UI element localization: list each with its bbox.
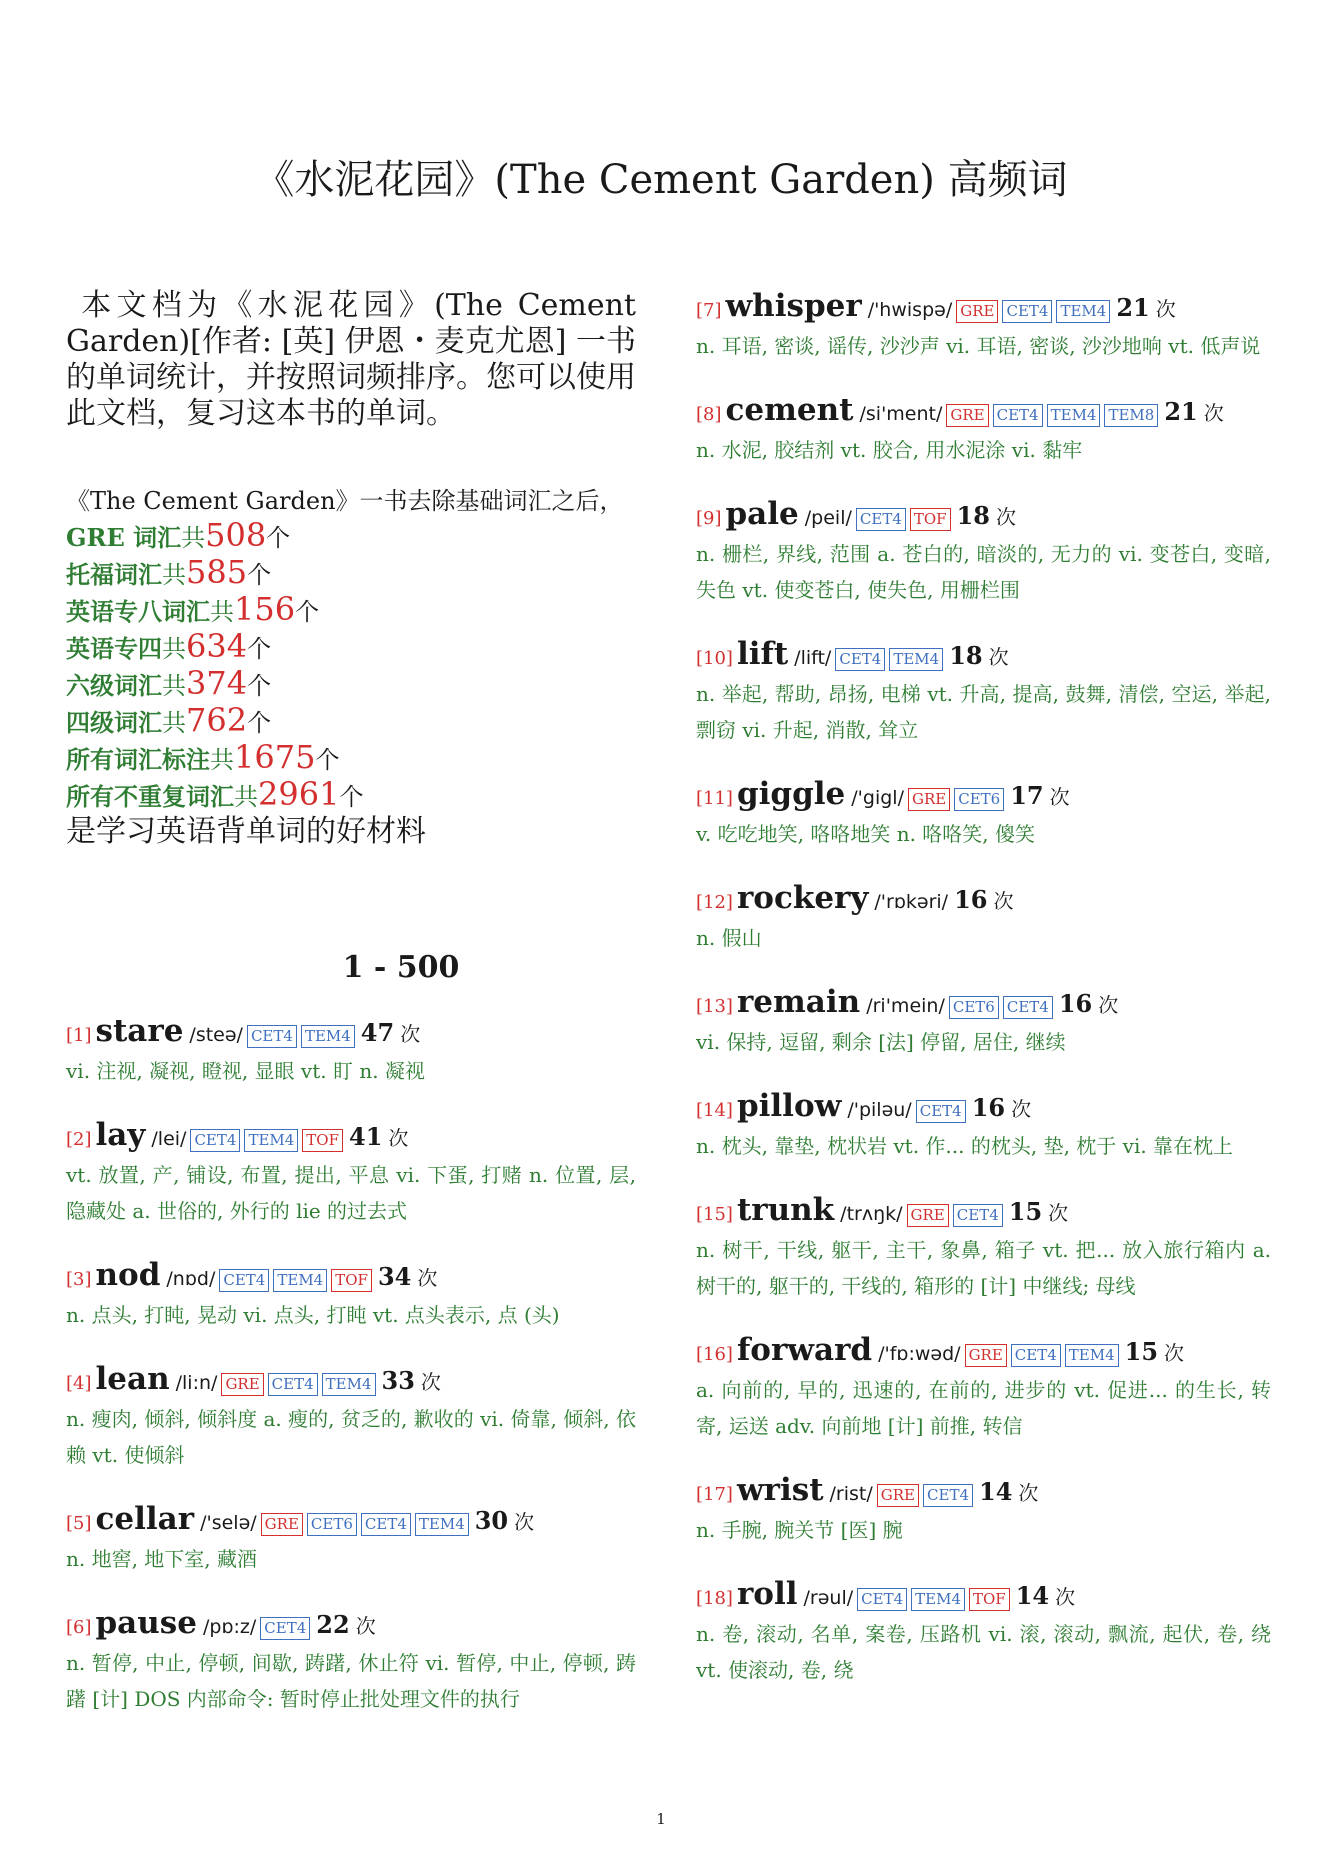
stats-label-suffix: 共 [162,561,186,589]
stats-line [66,555,636,592]
stats-line [66,518,636,555]
entry-word: pale [725,496,799,532]
word-entry [696,1192,1271,1304]
stats-label-suffix: 共 [162,672,186,700]
entry-word: cement [725,392,854,428]
tag-cet6: CET6 [949,996,999,1019]
tag-tem4: TEM4 [889,648,943,671]
stats-label-suffix: 共 [162,709,186,737]
stats-line [66,592,636,629]
entry-definition: vi. 保持, 逗留, 剩余 [法] 停留, 居住, 继续 [696,1030,1066,1054]
stats-line [66,666,636,703]
tag-cet4: CET4 [219,1269,269,1292]
stats-count: 1675 [234,738,316,776]
tag-cet4: CET4 [916,1100,966,1123]
entry-headline [696,1192,1271,1228]
tag-tem4: TEM4 [301,1025,355,1048]
tag-gre: GRE [221,1373,263,1396]
count-suffix: 次 [514,1510,535,1534]
tag-tem4: TEM4 [415,1513,469,1536]
entry-phonetic: /li:n/ [175,1372,218,1394]
entry-phonetic: /trʌŋk/ [840,1203,903,1225]
entry-index: [16] [696,1344,733,1365]
stats-count: 374 [186,664,248,702]
tag-gre: GRE [965,1344,1007,1367]
word-entry [696,776,1271,852]
entry-phonetic: /nɒd/ [166,1268,216,1290]
entry-definition: n. 枕头, 靠垫, 枕状岩 vt. 作... 的枕头, 垫, 枕于 vi. 靠在枕上 [696,1134,1234,1158]
count-suffix: 次 [355,1614,376,1638]
entry-phonetic: /steə/ [189,1024,243,1046]
stats-count: 156 [234,590,296,628]
tag-cet4: CET4 [190,1129,240,1152]
entry-count: 18 [949,641,983,670]
entry-count: 16 [971,1093,1006,1122]
entry-count: 30 [474,1506,509,1535]
entry-count: 17 [1010,781,1044,810]
count-suffix: 次 [1164,1341,1185,1365]
entry-count: 22 [316,1610,350,1639]
entry-index: [11] [696,788,733,809]
left-column [66,288,636,1745]
stats-label: 英语专四 [66,634,162,663]
stats-unit: 个 [247,709,272,737]
entry-headline [66,1361,636,1397]
count-suffix: 次 [1098,993,1119,1017]
entry-word: nod [95,1257,161,1293]
entry-index: [3] [66,1269,92,1290]
entry-word: rockery [736,880,869,916]
entry-definition: vt. 放置, 产, 铺设, 布置, 提出, 平息 vi. 下蛋, 打赌 n. 位置, 层, 隐藏处 a. 世俗的, 外行的 lie 的过去式 [66,1163,636,1223]
stats-unit: 个 [247,672,272,700]
entry-count: 15 [1124,1337,1159,1366]
tag-cet4: CET4 [247,1025,297,1048]
entry-headline [696,636,1271,672]
entry-headline [696,496,1271,532]
entry-headline [66,1257,636,1293]
entry-word: roll [736,1576,798,1612]
entry-index: [7] [696,300,722,321]
entry-word: lay [95,1117,146,1153]
stats-label: 四级词汇 [66,708,162,737]
range-heading: 1 - 500 [342,950,460,985]
entry-phonetic: /'selə/ [200,1512,257,1534]
tag-tof: TOF [910,508,951,531]
tag-tem4: TEM4 [273,1269,327,1292]
stats-block [66,484,636,850]
entry-index: [14] [696,1100,733,1121]
entry-definition: n. 水泥, 胶结剂 vt. 胶合, 用水泥涂 vi. 黏牢 [696,438,1083,462]
word-entry [696,1576,1271,1688]
entry-headline [66,1605,636,1641]
entry-phonetic: /pɒ:z/ [202,1616,257,1638]
stats-count: 634 [186,627,248,665]
entry-count: 14 [979,1477,1013,1506]
tag-gre: GRE [956,300,998,323]
entry-phonetic: /lift/ [794,647,832,669]
tag-cet4: CET4 [1011,1344,1061,1367]
stats-line [66,740,636,777]
entry-phonetic: /rist/ [829,1483,873,1505]
stats-unit: 个 [315,746,340,774]
right-column [696,288,1271,1716]
tag-cet4: CET4 [923,1484,973,1507]
entry-index: [10] [696,648,733,669]
entry-count: 34 [377,1262,412,1291]
count-suffix: 次 [1018,1481,1039,1505]
count-suffix: 次 [420,1370,441,1394]
entry-headline [696,776,1271,812]
entry-phonetic: /'rɒkəri/ [874,891,949,913]
entry-index: [17] [696,1484,733,1505]
count-suffix: 次 [1155,297,1176,321]
entry-headline [696,984,1271,1020]
entry-count: 16 [1058,989,1093,1018]
word-entry [696,496,1271,608]
entry-count: 41 [349,1122,383,1151]
count-suffix: 次 [1048,1201,1069,1225]
page-title: 《水泥花园》(The Cement Garden) 高频词 [254,157,1068,203]
entry-word: trunk [736,1192,835,1228]
stats-unit: 个 [339,783,364,811]
count-suffix: 次 [1049,785,1070,809]
stats-label: GRE 词汇 [66,523,182,552]
entry-index: [18] [696,1588,733,1609]
tag-tem4: TEM4 [322,1373,376,1396]
count-suffix: 次 [996,505,1016,529]
entry-count: 18 [956,501,990,530]
entry-headline [696,288,1271,324]
entry-headline [696,1472,1271,1508]
entry-definition: n. 假山 [696,926,762,950]
tag-tem4: TEM4 [1047,404,1101,427]
entry-index: [4] [66,1373,92,1394]
tag-cet4: CET4 [857,1588,907,1611]
tag-tem4: TEM4 [1065,1344,1119,1367]
word-entry [696,636,1271,748]
entry-definition: n. 卷, 滚动, 名单, 案卷, 压路机 vi. 滚, 滚动, 飘流, 起伏, 卷, 绕 vt. 使滚动, 卷, 绕 [696,1622,1271,1682]
entry-index: [13] [696,996,733,1017]
tag-cet6: CET6 [307,1513,357,1536]
entry-index: [1] [66,1025,92,1046]
count-suffix: 次 [417,1266,438,1290]
entry-definition: a. 向前的, 早的, 迅速的, 在前的, 进步的 vt. 促进... 的生长, 转寄, 运送 adv. 向前地 [计] 前推, 转信 [696,1378,1271,1438]
count-suffix: 次 [993,889,1014,913]
entry-word: forward [736,1332,873,1368]
stats-label-suffix: 共 [210,598,234,626]
entry-phonetic: /'gigl/ [851,787,904,809]
word-entry [696,880,1271,956]
entry-word: cellar [95,1501,195,1537]
tag-cet4: CET4 [260,1617,310,1640]
entry-count: 21 [1164,397,1198,426]
entry-word: lift [736,636,789,672]
entries-right [696,288,1271,1688]
entry-headline [66,1013,636,1049]
entry-index: [12] [696,892,733,913]
entry-definition: n. 栅栏, 界线, 范围 a. 苍白的, 暗淡的, 无力的 vi. 变苍白, 变暗, 失色 vt. 使变苍白, 使失色, 用栅栏围 [696,542,1271,602]
stats-header: 《The Cement Garden》一书去除基础词汇之后， [66,487,624,515]
tag-tem4: TEM4 [1056,300,1110,323]
stats-count: 2961 [258,775,340,813]
entry-count: 14 [1015,1581,1050,1610]
entry-headline [696,1576,1271,1612]
count-suffix: 次 [1011,1097,1032,1121]
entry-phonetic: /rəul/ [803,1587,854,1609]
count-suffix: 次 [388,1126,409,1150]
tag-cet4: CET4 [1003,996,1053,1019]
word-entry [66,1605,636,1717]
entry-word: pause [95,1605,197,1641]
entry-headline [66,1117,636,1153]
entry-phonetic: /'piləu/ [847,1099,912,1121]
entry-count: 15 [1008,1197,1043,1226]
stats-unit: 个 [247,561,272,589]
entry-phonetic: /lei/ [151,1128,187,1150]
stats-label: 托福词汇 [66,560,162,589]
tag-gre: GRE [908,788,950,811]
entry-headline [696,880,1271,916]
entry-phonetic: /peil/ [804,507,852,529]
tag-cet4: CET4 [1002,300,1052,323]
stats-count: 585 [186,553,248,591]
entries-left [66,1013,636,1717]
count-suffix: 次 [988,645,1009,669]
stats-unit: 个 [295,598,320,626]
word-entry [696,1472,1271,1548]
stats-label-suffix: 共 [181,524,206,552]
entry-definition: v. 吃吃地笑, 咯咯地笑 n. 咯咯笑, 傻笑 [696,822,1036,846]
stats-line [66,777,636,814]
entry-word: giggle [736,776,846,812]
word-entry [696,984,1271,1060]
entry-definition: n. 点头, 打盹, 晃动 vi. 点头, 打盹 vt. 点头表示, 点 (头) [66,1303,560,1327]
tag-cet4: CET4 [835,648,885,671]
entry-count: 47 [360,1018,395,1047]
word-entry [66,1361,636,1473]
entry-headline [696,392,1271,428]
word-entry [66,1013,636,1089]
entry-index: [2] [66,1129,92,1150]
word-entry [696,288,1271,364]
entry-definition: n. 举起, 帮助, 昂扬, 电梯 vt. 升高, 提高, 鼓舞, 清偿, 空运, 举起, 剽窃 vi. 升起, 消散, 耸立 [696,682,1271,742]
tag-cet6: CET6 [954,788,1004,811]
tag-tof: TOF [302,1129,343,1152]
tag-gre: GRE [877,1484,919,1507]
intro-paragraph: 本文档为《水泥花园》(The Cement Garden)[作者: [英] 伊恩・麦克尤恩] 一书的单词统计，并按照词频排序。您可以使用此文档，复习这本书的单词。 [66,288,636,431]
entry-headline [66,1501,636,1537]
count-suffix: 次 [1203,401,1224,425]
entry-word: pillow [736,1088,842,1124]
word-entry [696,1332,1271,1444]
word-entry [66,1117,636,1229]
entry-definition: n. 手腕, 腕关节 [医] 腕 [696,1518,903,1542]
tag-tof: TOF [331,1269,372,1292]
entry-count: 16 [954,885,988,914]
entry-count: 33 [381,1366,415,1395]
tag-gre: GRE [261,1513,303,1536]
stats-count: 762 [186,701,248,739]
tag-cet4: CET4 [856,508,906,531]
entry-index: [15] [696,1204,733,1225]
entry-word: lean [95,1361,170,1397]
tag-tem4: TEM4 [911,1588,965,1611]
stats-list [66,518,636,814]
word-entry [696,392,1271,468]
entry-index: [6] [66,1617,92,1638]
stats-count: 508 [205,516,267,554]
entry-phonetic: /'fɒ:wəd/ [878,1343,961,1365]
stats-line [66,629,636,666]
entry-phonetic: /'hwispə/ [867,299,953,321]
entry-word: whisper [725,288,862,324]
tag-tem4: TEM4 [244,1129,298,1152]
entry-definition: n. 暂停, 中止, 停顿, 间歇, 踌躇, 休止符 vi. 暂停, 中止, 停顿, 踌躇 [计] DOS 内部命令: 暂时停止批处理文件的执行 [66,1651,636,1711]
entry-definition: n. 耳语, 密谈, 谣传, 沙沙声 vi. 耳语, 密谈, 沙沙地响 vt. 低声说 [696,334,1261,358]
entry-word: wrist [736,1472,824,1508]
stats-line [66,703,636,740]
entry-definition: n. 树干, 干线, 躯干, 主干, 象鼻, 箱子 vt. 把... 放入旅行箱内 a. 树干的, 躯干的, 干线的, 箱形的 [计] 中继线; 母线 [696,1238,1271,1298]
entry-definition: n. 瘦肉, 倾斜, 倾斜度 a. 瘦的, 贫乏的, 歉收的 vi. 倚靠, 倾斜, 依赖 vt. 使倾斜 [66,1407,636,1467]
stats-unit: 个 [247,635,272,663]
entry-word: remain [736,984,861,1020]
entry-index: [9] [696,508,722,529]
entry-word: stare [95,1013,184,1049]
entry-definition: vi. 注视, 凝视, 瞪视, 显眼 vt. 盯 n. 凝视 [66,1059,425,1083]
entry-index: [5] [66,1513,92,1534]
entry-headline [696,1332,1271,1368]
tag-tof: TOF [969,1588,1010,1611]
entry-index: [8] [696,404,722,425]
tag-cet4: CET4 [268,1373,318,1396]
page-number: 1 [656,1810,666,1828]
word-entry [66,1501,636,1577]
tag-cet4: CET4 [361,1513,411,1536]
tag-gre: GRE [946,404,988,427]
entry-headline [696,1088,1271,1124]
tag-tem8: TEM8 [1104,404,1158,427]
tag-cet4: CET4 [953,1204,1003,1227]
tag-gre: GRE [907,1204,949,1227]
entry-definition: n. 地窖, 地下室, 藏酒 [66,1547,258,1571]
stats-label: 所有词汇标注 [66,745,210,774]
stats-label-suffix: 共 [162,635,186,663]
stats-label: 英语专八词汇 [66,597,210,626]
word-entry [66,1257,636,1333]
entry-count: 21 [1116,293,1150,322]
tag-cet4: CET4 [993,404,1043,427]
count-suffix: 次 [1055,1585,1076,1609]
stats-label: 所有不重复词汇 [66,782,234,811]
stats-label: 六级词汇 [66,671,162,700]
stats-label-suffix: 共 [234,783,258,811]
count-suffix: 次 [400,1022,421,1046]
word-entry [696,1088,1271,1164]
stats-footer: 是学习英语背单词的好材料 [66,814,426,849]
entry-phonetic: /ri'mein/ [866,995,945,1017]
stats-label-suffix: 共 [210,746,234,774]
entry-phonetic: /si'ment/ [859,403,943,425]
stats-unit: 个 [266,524,291,552]
